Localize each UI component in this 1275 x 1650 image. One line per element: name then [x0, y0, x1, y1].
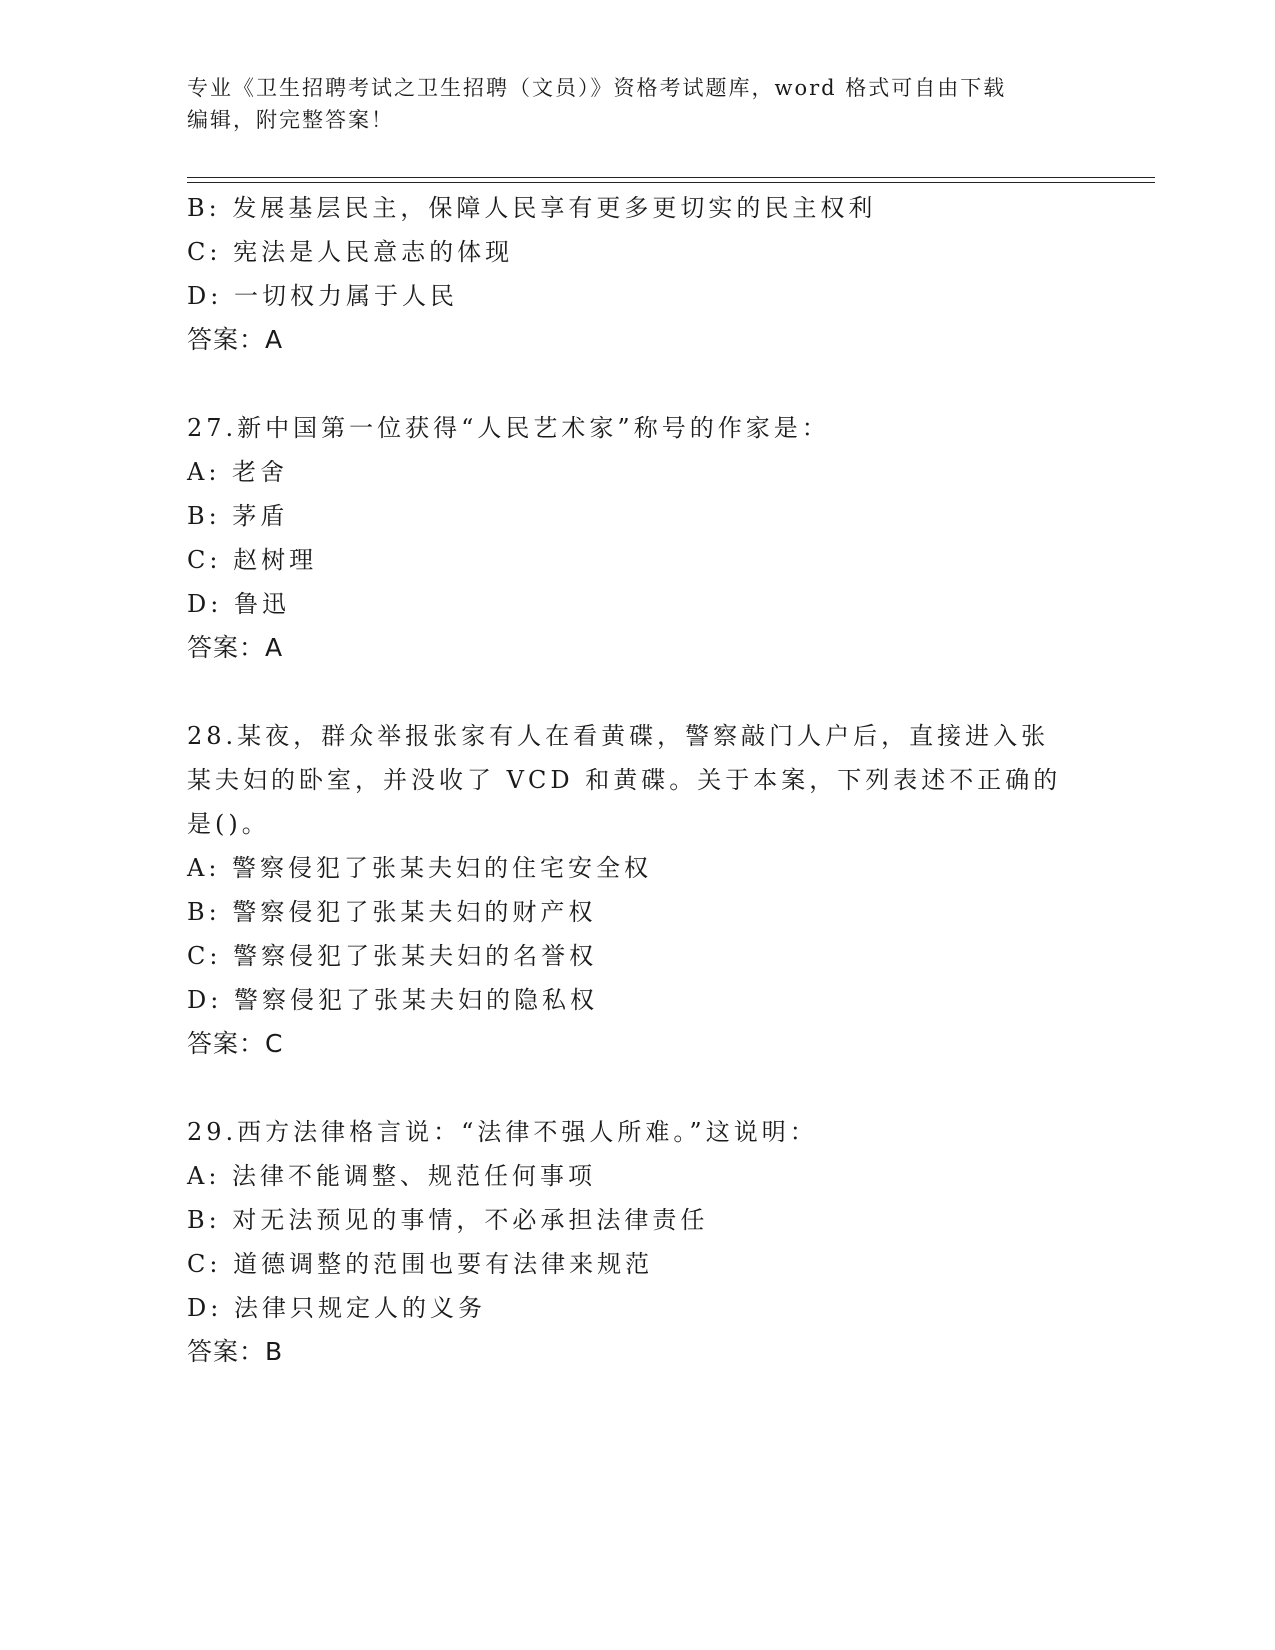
q28-stem-line-3: 是()。 — [187, 810, 270, 838]
q27-option-b: B: 茅盾 — [187, 502, 289, 530]
q27-option-c: C: 赵树理 — [187, 546, 318, 574]
header-line-2: 编辑，附完整答案！ — [187, 108, 394, 132]
q27-option-a: A: 老舍 — [187, 458, 289, 486]
q26-answer: 答案：A — [187, 325, 284, 354]
q28-option-a: A: 警察侵犯了张某夫妇的住宅安全权 — [187, 854, 653, 882]
q27-stem: 27.新中国第一位获得“人民艺术家”称号的作家是： — [187, 414, 830, 442]
q29-option-c: C: 道德调整的范围也要有法律来规范 — [187, 1250, 654, 1278]
header-line-1: 专业《卫生招聘考试之卫生招聘（文员）》资格考试题库，word 格式可自由下载 — [187, 76, 1007, 100]
q28-option-c: C: 警察侵犯了张某夫妇的名誉权 — [187, 942, 598, 970]
q26-option-c: C: 宪法是人民意志的体现 — [187, 238, 514, 266]
q29-option-d: D: 法律只规定人的义务 — [187, 1294, 486, 1322]
q28-stem-line-1: 28.某夜，群众举报张家有人在看黄碟，警察敲门人户后，直接进入张 — [187, 722, 1050, 750]
header-divider-bottom — [187, 182, 1155, 183]
q29-option-a: A: 法律不能调整、规范任何事项 — [187, 1162, 597, 1190]
q29-answer: 答案：B — [187, 1337, 284, 1366]
header-divider-top — [187, 177, 1155, 178]
q29-option-b: B: 对无法预见的事情，不必承担法律责任 — [187, 1206, 709, 1234]
q27-option-d: D: 鲁迅 — [187, 590, 290, 618]
q28-answer: 答案：C — [187, 1029, 284, 1058]
document-header — [187, 72, 1087, 136]
q26-option-b: B: 发展基层民主，保障人民享有更多更切实的民主权利 — [187, 194, 877, 222]
q26-option-d: D: 一切权力属于人民 — [187, 282, 458, 310]
q28-option-b: B: 警察侵犯了张某夫妇的财产权 — [187, 898, 597, 926]
q28-stem-line-2: 某夫妇的卧室，并没收了 VCD 和黄碟。关于本案，下列表述不正确的 — [187, 766, 1062, 794]
q28-option-d: D: 警察侵犯了张某夫妇的隐私权 — [187, 986, 598, 1014]
q27-answer: 答案：A — [187, 633, 284, 662]
q29-stem: 29.西方法律格言说：“法律不强人所难。”这说明： — [187, 1118, 818, 1146]
